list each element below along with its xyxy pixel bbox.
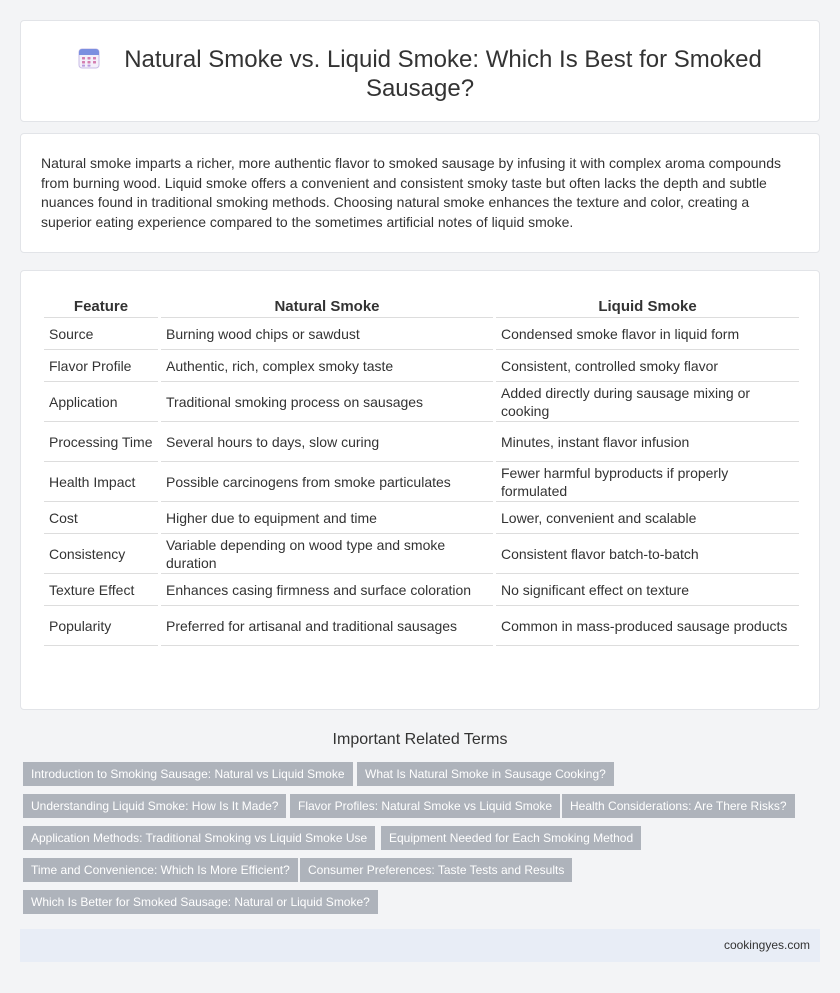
table-row [44, 382, 799, 422]
related-term-tag[interactable]: Flavor Profiles: Natural Smoke vs Liquid Smoke [290, 794, 560, 818]
feature-cell: Application [44, 382, 158, 422]
natural-cell: Possible carcinogens from smoke particulates [161, 462, 493, 502]
table-row [44, 318, 799, 350]
liquid-cell: Condensed smoke flavor in liquid form [496, 318, 799, 350]
natural-cell: Variable depending on wood type and smoke duration [161, 534, 493, 574]
comparison-card [20, 270, 820, 710]
feature-cell: Consistency [44, 534, 158, 574]
liquid-cell: Added directly during sausage mixing or cooking [496, 382, 799, 422]
related-term-tag[interactable]: Which Is Better for Smoked Sausage: Natural or Liquid Smoke? [23, 890, 378, 914]
comparison-table [41, 296, 802, 646]
related-term-tag[interactable]: Application Methods: Traditional Smoking vs Liquid Smoke Use [23, 826, 375, 850]
natural-cell: Authentic, rich, complex smoky taste [161, 350, 493, 382]
related-term-tag[interactable]: Consumer Preferences: Taste Tests and Results [300, 858, 572, 882]
liquid-cell: No significant effect on texture [496, 574, 799, 606]
related-term-tag[interactable]: What Is Natural Smoke in Sausage Cooking? [357, 762, 614, 786]
liquid-cell: Fewer harmful byproducts if properly formulated [496, 462, 799, 502]
table-header-row [44, 296, 799, 318]
page-title [21, 45, 819, 103]
table-row [44, 350, 799, 382]
natural-cell: Burning wood chips or sawdust [161, 318, 493, 350]
related-term-tag[interactable]: Introduction to Smoking Sausage: Natural vs Liquid Smoke [23, 762, 353, 786]
natural-cell: Traditional smoking process on sausages [161, 382, 493, 422]
liquid-cell: Common in mass-produced sausage products [496, 606, 799, 646]
header-liquid-smoke: Liquid Smoke [496, 296, 799, 318]
header-feature: Feature [44, 296, 158, 318]
related-term-tag[interactable]: Time and Convenience: Which Is More Efficient? [23, 858, 298, 882]
header-natural-smoke: Natural Smoke [161, 296, 493, 318]
title-line-2: Sausage? [365, 75, 475, 102]
title-line-1: Natural Smoke vs. Liquid Smoke: Which Is Best for Smoked [124, 46, 762, 73]
natural-cell: Several hours to days, slow curing [161, 422, 493, 462]
footer [20, 929, 820, 962]
liquid-cell: Minutes, instant flavor infusion [496, 422, 799, 462]
footer-site-link[interactable]: cookingyes.com [723, 938, 810, 952]
feature-cell: Processing Time [44, 422, 158, 462]
feature-cell: Popularity [44, 606, 158, 646]
table-row [44, 574, 799, 606]
related-term-tag[interactable]: Health Considerations: Are There Risks? [562, 794, 795, 818]
feature-cell: Texture Effect [44, 574, 158, 606]
intro-paragraph: Natural smoke imparts a richer, more authentic flavor to smoked sausage by infusing it with complex aroma compounds from burning wood. Liquid smoke offers a convenient and consistent smoky taste but often lacks the depth and subtle nuances found in traditional smoking methods. Choosing natural smoke enhances the texture and color, creating a superior eating experience compared to the sometimes artificial notes of liquid smoke. [41, 155, 782, 230]
feature-cell: Flavor Profile [44, 350, 158, 382]
liquid-cell: Consistent flavor batch-to-batch [496, 534, 799, 574]
calendar-icon [78, 47, 100, 69]
table-row [44, 606, 799, 646]
natural-cell: Preferred for artisanal and traditional sausages [161, 606, 493, 646]
liquid-cell: Lower, convenient and scalable [496, 502, 799, 534]
feature-cell: Cost [44, 502, 158, 534]
natural-cell: Higher due to equipment and time [161, 502, 493, 534]
title-card [20, 20, 820, 122]
table-row [44, 462, 799, 502]
intro-card [20, 133, 820, 253]
table-row [44, 534, 799, 574]
related-term-tag[interactable]: Equipment Needed for Each Smoking Method [381, 826, 641, 850]
table-row [44, 422, 799, 462]
table-row [44, 502, 799, 534]
related-term-tag[interactable]: Understanding Liquid Smoke: How Is It Made? [23, 794, 286, 818]
feature-cell: Health Impact [44, 462, 158, 502]
liquid-cell: Consistent, controlled smoky flavor [496, 350, 799, 382]
related-terms-heading: Important Related Terms [332, 731, 508, 748]
feature-cell: Source [44, 318, 158, 350]
natural-cell: Enhances casing firmness and surface coloration [161, 574, 493, 606]
